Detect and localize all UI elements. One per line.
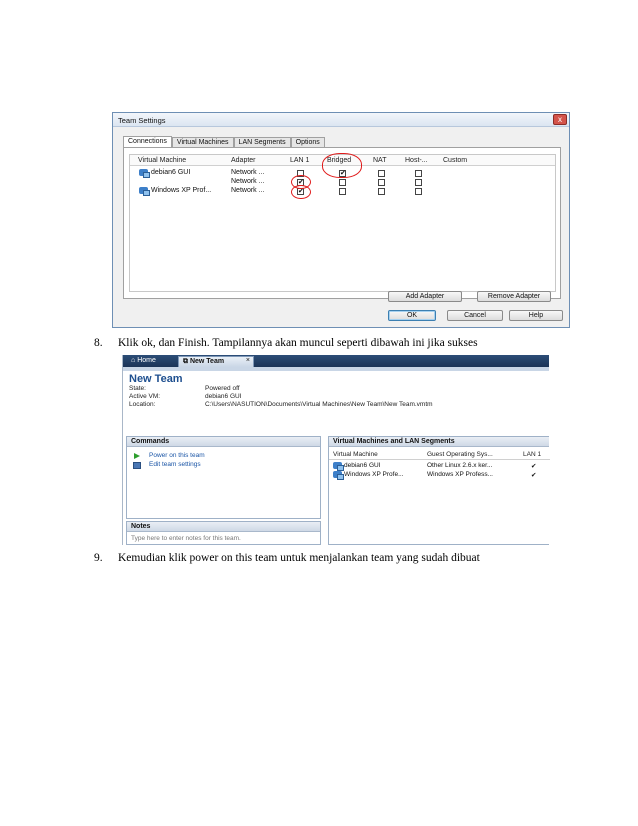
vm-icon <box>139 187 148 194</box>
vm-row-lan1: ✔ <box>531 463 537 470</box>
active-vm-label: Active VM: <box>129 393 161 400</box>
row-adapter: Network ... <box>231 178 265 185</box>
vm-row-os: Other Linux 2.6.x ker... <box>427 462 493 469</box>
connections-panel <box>123 147 561 299</box>
state-label: State: <box>129 385 146 392</box>
step-9-caption <box>94 552 480 564</box>
remove-adapter-button[interactable]: Remove Adapter <box>477 291 551 302</box>
tab-new-team-label: New Team <box>189 358 225 365</box>
notes-panel <box>126 521 321 545</box>
bridged-checkbox[interactable]: ✔ <box>340 170 346 177</box>
vm-lan-panel <box>328 436 549 545</box>
nat-checkbox[interactable] <box>378 188 385 195</box>
bridged-highlight-circle <box>322 153 362 178</box>
col-bridged[interactable]: Bridged <box>327 157 352 164</box>
row-vm-name: debian6 GUI <box>151 169 191 176</box>
step-8-number: 8. <box>94 337 103 349</box>
edit-team-settings-link[interactable]: Edit team settings <box>149 461 201 468</box>
col-adapter[interactable]: Adapter <box>231 157 256 164</box>
col-host[interactable]: Host-... <box>405 157 428 164</box>
tab-lan-segments[interactable]: LAN Segments <box>234 137 291 148</box>
col-lan1[interactable]: LAN 1 <box>290 157 310 164</box>
host-checkbox[interactable] <box>415 179 422 186</box>
tab-virtual-machines[interactable]: Virtual Machines <box>172 137 234 148</box>
vm-icon <box>333 471 342 478</box>
cancel-button[interactable]: Cancel <box>447 310 503 321</box>
ok-button[interactable]: OK <box>388 310 436 321</box>
row-adapter: Network ... <box>231 169 265 176</box>
commands-panel <box>126 436 321 519</box>
step-9-text: Kemudian klik power on this team untuk menjalankan team yang sudah dibuat <box>118 552 480 564</box>
power-on-team-link[interactable]: Power on this team <box>149 452 205 459</box>
step-8-text: Klik ok, dan Finish. Tampilannya akan muncul seperti dibawah ini jika sukses <box>118 337 478 349</box>
notes-header: Notes <box>127 522 320 532</box>
state-value: Powered off <box>205 385 240 392</box>
lan1-checkbox[interactable]: ✔ <box>298 179 304 186</box>
tab-underline <box>123 367 549 371</box>
vm-col-guest-os[interactable]: Guest Operating Sys... <box>427 451 493 458</box>
vm-col-virtual-machine[interactable]: Virtual Machine <box>333 451 378 458</box>
commands-header: Commands <box>127 437 320 447</box>
help-button[interactable]: Help <box>509 310 563 321</box>
connections-grid <box>129 154 556 292</box>
dialog-titlebar <box>113 113 569 127</box>
lan1-highlight-circle <box>291 185 311 199</box>
bridged-checkbox[interactable] <box>339 179 346 186</box>
location-value: C:\Users\NASUTION\Documents\Virtual Machines\New Team\New Team.vmtm <box>205 401 433 408</box>
active-vm-value: debian6 GUI <box>205 393 242 400</box>
new-team-view <box>122 355 548 545</box>
vm-icon <box>333 462 342 469</box>
table-row[interactable] <box>130 178 555 187</box>
tab-options[interactable]: Options <box>291 137 325 148</box>
page-title: New Team <box>129 373 183 385</box>
nat-checkbox[interactable] <box>378 179 385 186</box>
tab-connections[interactable]: Connections <box>123 136 172 148</box>
table-row[interactable] <box>130 187 555 196</box>
vm-row-name: Windows XP Profe... <box>344 471 404 478</box>
location-label: Location: <box>129 401 156 408</box>
notes-input[interactable]: Type here to enter notes for this team. <box>131 535 241 542</box>
close-tab-icon[interactable]: × <box>245 357 250 364</box>
add-adapter-button[interactable]: Add Adapter <box>388 291 462 302</box>
step-8-caption <box>94 337 478 349</box>
col-virtual-machine[interactable]: Virtual Machine <box>138 157 187 164</box>
tab-new-team[interactable] <box>178 356 254 367</box>
row-adapter: Network ... <box>231 187 265 194</box>
workspace-tabs <box>123 355 549 367</box>
close-icon[interactable]: x <box>553 114 567 125</box>
home-icon: ⌂ <box>131 357 138 364</box>
lan1-checkbox[interactable]: ✔ <box>298 188 304 195</box>
vm-row-name: debian6 GUI <box>344 462 381 469</box>
vm-table-divider <box>329 459 550 460</box>
dialog-title: Team Settings <box>118 116 166 125</box>
col-custom[interactable]: Custom <box>443 157 468 164</box>
power-on-icon <box>134 453 140 459</box>
vm-lan-header: Virtual Machines and LAN Segments <box>329 437 549 447</box>
nat-checkbox[interactable] <box>378 170 385 177</box>
tab-home-label: Home <box>137 357 156 364</box>
edit-settings-icon <box>133 462 141 469</box>
vm-row-lan1: ✔ <box>531 472 537 479</box>
tab-home[interactable] <box>127 356 156 367</box>
team-icon: ⧉ <box>183 358 190 365</box>
vm-col-lan1[interactable]: LAN 1 <box>523 451 542 458</box>
step-9-number: 9. <box>94 552 103 564</box>
bridged-checkbox[interactable] <box>339 188 346 195</box>
vm-row-os: Windows XP Profess... <box>427 471 493 478</box>
col-nat[interactable]: NAT <box>373 157 387 164</box>
host-checkbox[interactable] <box>415 170 422 177</box>
row-vm-name: Windows XP Prof... <box>151 187 212 194</box>
vm-icon <box>139 169 148 176</box>
team-settings-dialog <box>112 112 570 328</box>
host-checkbox[interactable] <box>415 188 422 195</box>
